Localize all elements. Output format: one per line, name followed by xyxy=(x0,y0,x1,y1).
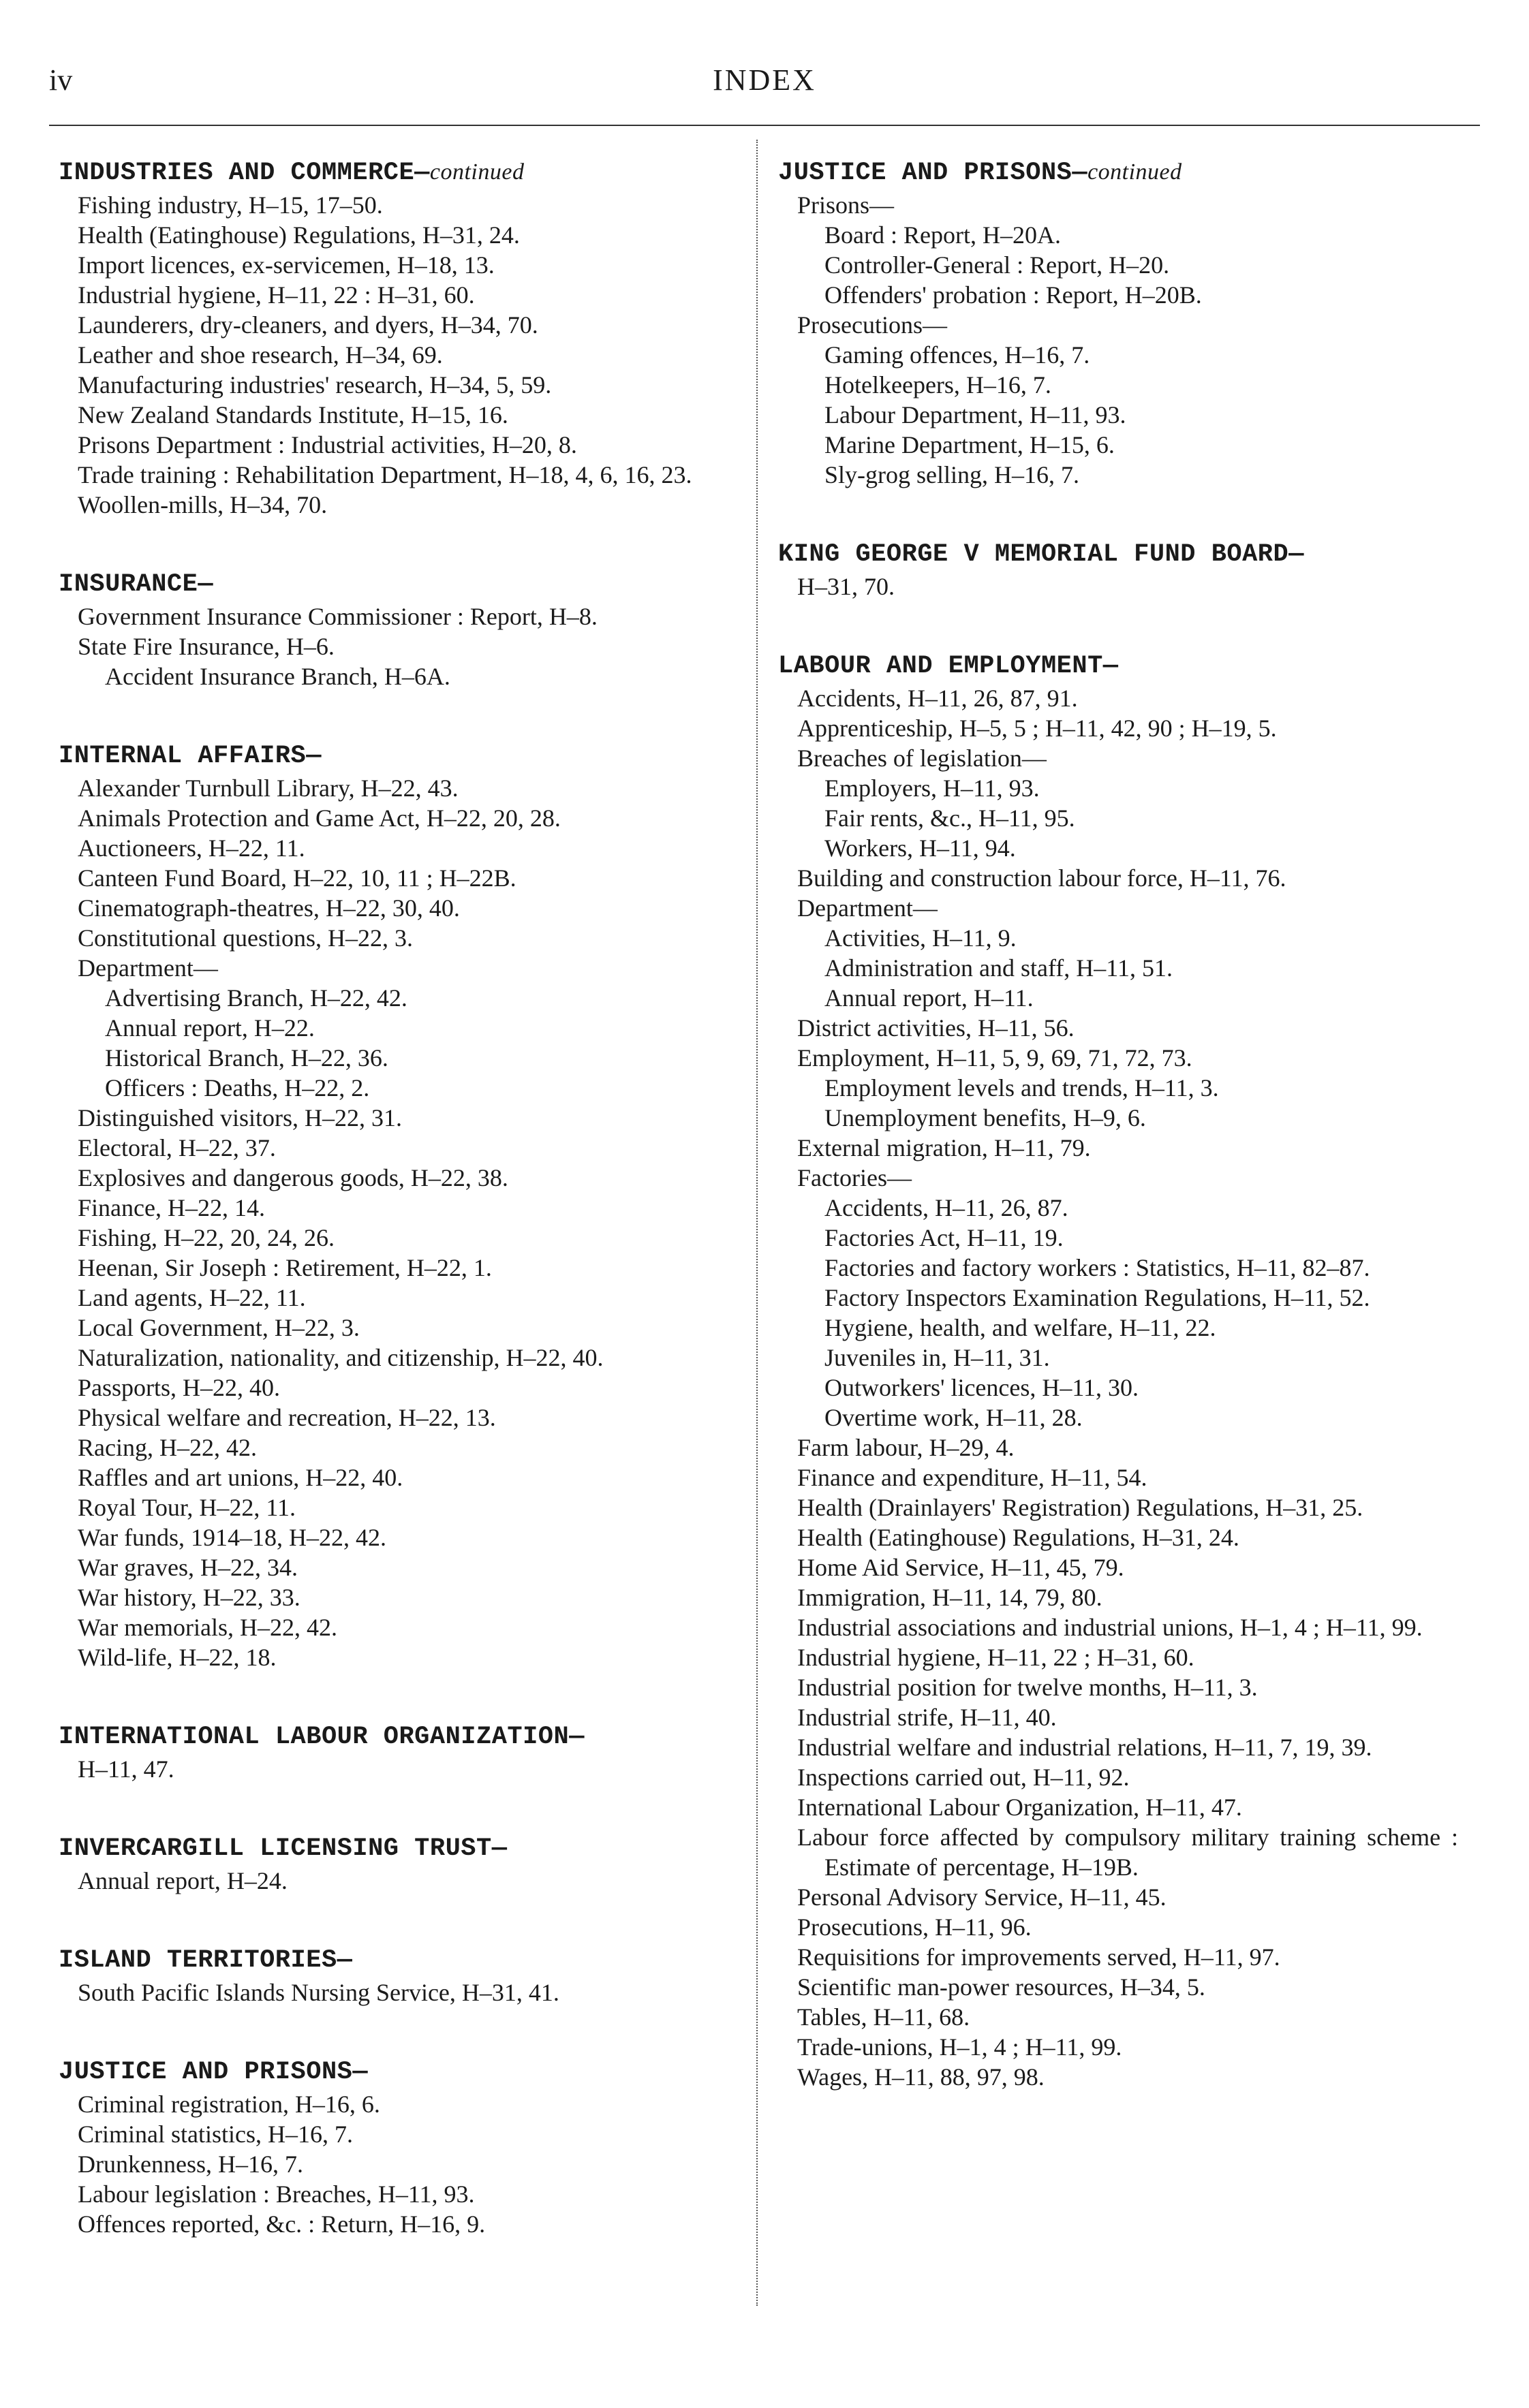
index-subentry: Factories and factory workers : Statistics, H–11, 82–87. xyxy=(824,1254,1370,1281)
index-subentry: Annual report, H–11. xyxy=(824,984,1034,1012)
section-heading xyxy=(59,1943,739,1977)
index-entry: Breaches of legislation— xyxy=(797,745,1047,772)
index-subentry: Unemployment benefits, H–9, 6. xyxy=(824,1104,1146,1131)
index-entry: Electoral, H–22, 37. xyxy=(78,1134,276,1161)
index-entry: Industrial associations and industrial unions, H–1, 4 ; H–11, 99. xyxy=(797,1614,1423,1641)
index-entry: Department— xyxy=(797,894,938,922)
index-subentry: Gaming offences, H–16, 7. xyxy=(824,341,1090,369)
index-entry: Distinguished visitors, H–22, 31. xyxy=(78,1104,403,1131)
index-entry: Land agents, H–22, 11. xyxy=(78,1284,306,1311)
index-entry: Launderers, dry-cleaners, and dyers, H–34, 70. xyxy=(78,311,538,339)
index-entry: Wages, H–11, 88, 97, 98. xyxy=(797,2063,1045,2091)
index-section xyxy=(778,155,1458,490)
index-entry: Immigration, H–11, 14, 79, 80. xyxy=(797,1584,1102,1611)
index-entry: Offences reported, &c. : Return, H–16, 9. xyxy=(78,2210,486,2238)
section-heading xyxy=(59,567,739,601)
index-entry: Woollen-mills, H–34, 70. xyxy=(78,491,328,518)
index-subentry: Offenders' probation : Report, H–20B. xyxy=(824,281,1202,309)
index-entry: New Zealand Standards Institute, H–15, 16. xyxy=(78,401,508,428)
index-entry: Department— xyxy=(78,954,218,982)
index-section xyxy=(59,739,739,1672)
section-heading xyxy=(778,649,1458,683)
index-entry: Factories— xyxy=(797,1164,912,1191)
section-heading-text: INVERCARGILL LICENSING TRUST— xyxy=(59,1834,508,1863)
index-entry: War history, H–22, 33. xyxy=(78,1584,300,1611)
section-heading-text: JUSTICE AND PRISONS— xyxy=(778,159,1088,187)
index-entry: Explosives and dangerous goods, H–22, 38. xyxy=(78,1164,508,1191)
index-entry: Prosecutions, H–11, 96. xyxy=(797,1913,1032,1941)
index-entry: Personal Advisory Service, H–11, 45. xyxy=(797,1883,1167,1911)
index-section xyxy=(59,2055,739,2239)
index-entry: Constitutional questions, H–22, 3. xyxy=(78,924,414,952)
index-entry: External migration, H–11, 79. xyxy=(797,1134,1091,1161)
index-entry: Tables, H–11, 68. xyxy=(797,2003,970,2031)
index-subentry: Factory Inspectors Examination Regulations, H–11, 52. xyxy=(824,1284,1370,1311)
index-entry: Passports, H–22, 40. xyxy=(78,1374,281,1401)
index-entry: Industrial welfare and industrial relations, H–11, 7, 19, 39. xyxy=(797,1734,1372,1761)
index-entry: Industrial hygiene, H–11, 22 ; H–31, 60. xyxy=(797,1644,1194,1671)
section-heading-text: KING GEORGE V MEMORIAL FUND BOARD— xyxy=(778,540,1304,569)
index-entry: War graves, H–22, 34. xyxy=(78,1554,298,1581)
section-heading xyxy=(778,537,1458,572)
index-entry: Royal Tour, H–22, 11. xyxy=(78,1494,296,1521)
index-entry: War memorials, H–22, 42. xyxy=(78,1614,338,1641)
heading-continued-label: continued xyxy=(429,159,525,185)
index-entry: Government Insurance Commissioner : Report, H–8. xyxy=(78,603,598,630)
index-subentry: Overtime work, H–11, 28. xyxy=(824,1404,1083,1431)
index-entry: Raffles and art unions, H–22, 40. xyxy=(78,1464,403,1491)
index-entry: International Labour Organization, H–11, 47. xyxy=(797,1794,1242,1821)
index-entry: Building and construction labour force, H–11, 76. xyxy=(797,864,1286,892)
index-entry: Naturalization, nationality, and citizenship, H–22, 40. xyxy=(78,1344,604,1371)
index-entry: Fishing, H–22, 20, 24, 26. xyxy=(78,1224,335,1251)
index-entry: State Fire Insurance, H–6. xyxy=(78,633,335,660)
index-subentry: Advertising Branch, H–22, 42. xyxy=(105,984,407,1012)
index-section xyxy=(59,155,739,520)
index-entry: Racing, H–22, 42. xyxy=(78,1434,257,1461)
index-entry: Wild-life, H–22, 18. xyxy=(78,1644,277,1671)
index-section xyxy=(59,1720,739,1784)
index-entry: Labour legislation : Breaches, H–11, 93. xyxy=(78,2180,475,2208)
index-subentry: Accidents, H–11, 26, 87. xyxy=(824,1194,1068,1221)
index-section xyxy=(59,1943,739,2007)
index-entry: Manufacturing industries' research, H–34, 5, 59. xyxy=(78,371,552,398)
index-entry: Accidents, H–11, 26, 87, 91. xyxy=(797,685,1078,712)
index-section xyxy=(59,567,739,691)
index-subentry: Annual report, H–22. xyxy=(105,1014,315,1042)
section-heading-text: JUSTICE AND PRISONS— xyxy=(59,2058,369,2086)
section-heading xyxy=(59,155,739,190)
index-subentry: Sly-grog selling, H–16, 7. xyxy=(824,461,1079,488)
section-heading xyxy=(59,1720,739,1754)
index-entry: Health (Drainlayers' Registration) Regulations, H–31, 25. xyxy=(797,1494,1363,1521)
index-entry: Industrial position for twelve months, H–11, 3. xyxy=(797,1674,1258,1701)
index-subentry: Workers, H–11, 94. xyxy=(824,834,1016,862)
index-entry: Prisons Department : Industrial activities, H–20, 8. xyxy=(78,431,577,458)
index-entry: Auctioneers, H–22, 11. xyxy=(78,834,305,862)
index-subentry: Outworkers' licences, H–11, 30. xyxy=(824,1374,1139,1401)
index-entry: Farm labour, H–29, 4. xyxy=(797,1434,1015,1461)
index-subentry: Fair rents, &c., H–11, 95. xyxy=(824,804,1075,832)
index-subentry: Factories Act, H–11, 19. xyxy=(824,1224,1064,1251)
index-entry: Canteen Fund Board, H–22, 10, 11 ; H–22B. xyxy=(78,864,516,892)
section-heading-text: ISLAND TERRITORIES— xyxy=(59,1946,353,1975)
index-subentry: Controller-General : Report, H–20. xyxy=(824,251,1170,279)
index-subentry: Labour Department, H–11, 93. xyxy=(824,401,1126,428)
index-entry: Local Government, H–22, 3. xyxy=(78,1314,360,1341)
section-heading-text: INDUSTRIES AND COMMERCE— xyxy=(59,159,430,187)
index-entry: Fishing industry, H–15, 17–50. xyxy=(78,191,383,219)
index-entry: Home Aid Service, H–11, 45, 79. xyxy=(797,1554,1124,1581)
index-entry: Alexander Turnbull Library, H–22, 43. xyxy=(78,775,459,802)
index-entry: Animals Protection and Game Act, H–22, 20, 28. xyxy=(78,804,561,832)
index-section xyxy=(59,1832,739,1896)
index-entry: Drunkenness, H–16, 7. xyxy=(78,2151,303,2178)
index-entry: South Pacific Islands Nursing Service, H–31, 41. xyxy=(78,1979,559,2006)
index-entry: Industrial strife, H–11, 40. xyxy=(797,1704,1057,1731)
index-subentry: Marine Department, H–15, 6. xyxy=(824,431,1115,458)
index-subentry: Historical Branch, H–22, 36. xyxy=(105,1044,388,1072)
index-entry: Annual report, H–24. xyxy=(78,1867,288,1894)
index-entry: Trade training : Rehabilitation Department, H–18, 4, 6, 16, 23. xyxy=(78,461,692,488)
index-entry: Criminal registration, H–16, 6. xyxy=(78,2091,380,2118)
index-subentry: Hotelkeepers, H–16, 7. xyxy=(824,371,1051,398)
index-entry: Health (Eatinghouse) Regulations, H–31, 24. xyxy=(797,1524,1239,1551)
index-entry: Criminal statistics, H–16, 7. xyxy=(78,2121,353,2148)
index-entry: Heenan, Sir Joseph : Retirement, H–22, 1. xyxy=(78,1254,492,1281)
left-column xyxy=(59,155,739,2287)
section-heading-text: LABOUR AND EMPLOYMENT— xyxy=(778,652,1119,681)
section-heading xyxy=(59,2055,739,2089)
header-rule xyxy=(49,125,1480,126)
right-column xyxy=(778,155,1458,2140)
index-entry: War funds, 1914–18, H–22, 42. xyxy=(78,1524,387,1551)
index-subentry: Accident Insurance Branch, H–6A. xyxy=(105,663,450,690)
section-heading xyxy=(59,1832,739,1866)
index-section xyxy=(778,537,1458,601)
index-subentry: Juveniles in, H–11, 31. xyxy=(824,1344,1050,1371)
heading-reference: H–31, 70. xyxy=(797,573,895,600)
heading-continued-label: continued xyxy=(1087,159,1182,185)
index-entry: Prisons— xyxy=(797,191,895,219)
index-entry: Scientific man-power resources, H–34, 5. xyxy=(797,1973,1205,2001)
section-heading xyxy=(59,739,739,773)
index-entry: Prosecutions— xyxy=(797,311,947,339)
index-subentry: Employment levels and trends, H–11, 3. xyxy=(824,1074,1219,1101)
section-heading xyxy=(778,155,1458,190)
index-subentry: Employers, H–11, 93. xyxy=(824,775,1040,802)
running-head: INDEX xyxy=(713,63,816,97)
index-entry: Finance and expenditure, H–11, 54. xyxy=(797,1464,1147,1491)
index-entry: Cinematograph-theatres, H–22, 30, 40. xyxy=(78,894,460,922)
index-entry: Inspections carried out, H–11, 92. xyxy=(797,1764,1130,1791)
index-entry: Health (Eatinghouse) Regulations, H–31, 24. xyxy=(78,221,520,249)
index-subentry: Administration and staff, H–11, 51. xyxy=(824,954,1173,982)
section-heading-text: INTERNAL AFFAIRS— xyxy=(59,742,322,770)
page-number: iv xyxy=(49,63,73,97)
index-section xyxy=(778,649,1458,2092)
index-subentry: Activities, H–11, 9. xyxy=(824,924,1017,952)
index-subentry: Board : Report, H–20A. xyxy=(824,221,1061,249)
index-entry: District activities, H–11, 56. xyxy=(797,1014,1075,1042)
section-heading-text: INTERNATIONAL LABOUR ORGANIZATION— xyxy=(59,1723,585,1751)
index-entry: Import licences, ex-servicemen, H–18, 13. xyxy=(78,251,495,279)
index-entry: Leather and shoe research, H–34, 69. xyxy=(78,341,443,369)
index-entry: Labour force affected by compulsory military training scheme : Estimate of percentage, H–19B. xyxy=(797,1824,1458,1881)
index-subentry: Officers : Deaths, H–22, 2. xyxy=(105,1074,370,1101)
index-entry: Requisitions for improvements served, H–11, 97. xyxy=(797,1943,1280,1971)
index-entry: Finance, H–22, 14. xyxy=(78,1194,265,1221)
index-entry: Trade-unions, H–1, 4 ; H–11, 99. xyxy=(797,2033,1122,2061)
section-heading-text: INSURANCE— xyxy=(59,570,214,599)
column-divider xyxy=(756,140,758,2306)
index-entry: Employment, H–11, 5, 9, 69, 71, 72, 73. xyxy=(797,1044,1192,1072)
index-entry: Apprenticeship, H–5, 5 ; H–11, 42, 90 ; H–19, 5. xyxy=(797,715,1277,742)
index-entry: Industrial hygiene, H–11, 22 : H–31, 60. xyxy=(78,281,475,309)
index-subentry: Hygiene, health, and welfare, H–11, 22. xyxy=(824,1314,1216,1341)
index-entry: Physical welfare and recreation, H–22, 13. xyxy=(78,1404,496,1431)
heading-reference: H–11, 47. xyxy=(78,1755,174,1783)
